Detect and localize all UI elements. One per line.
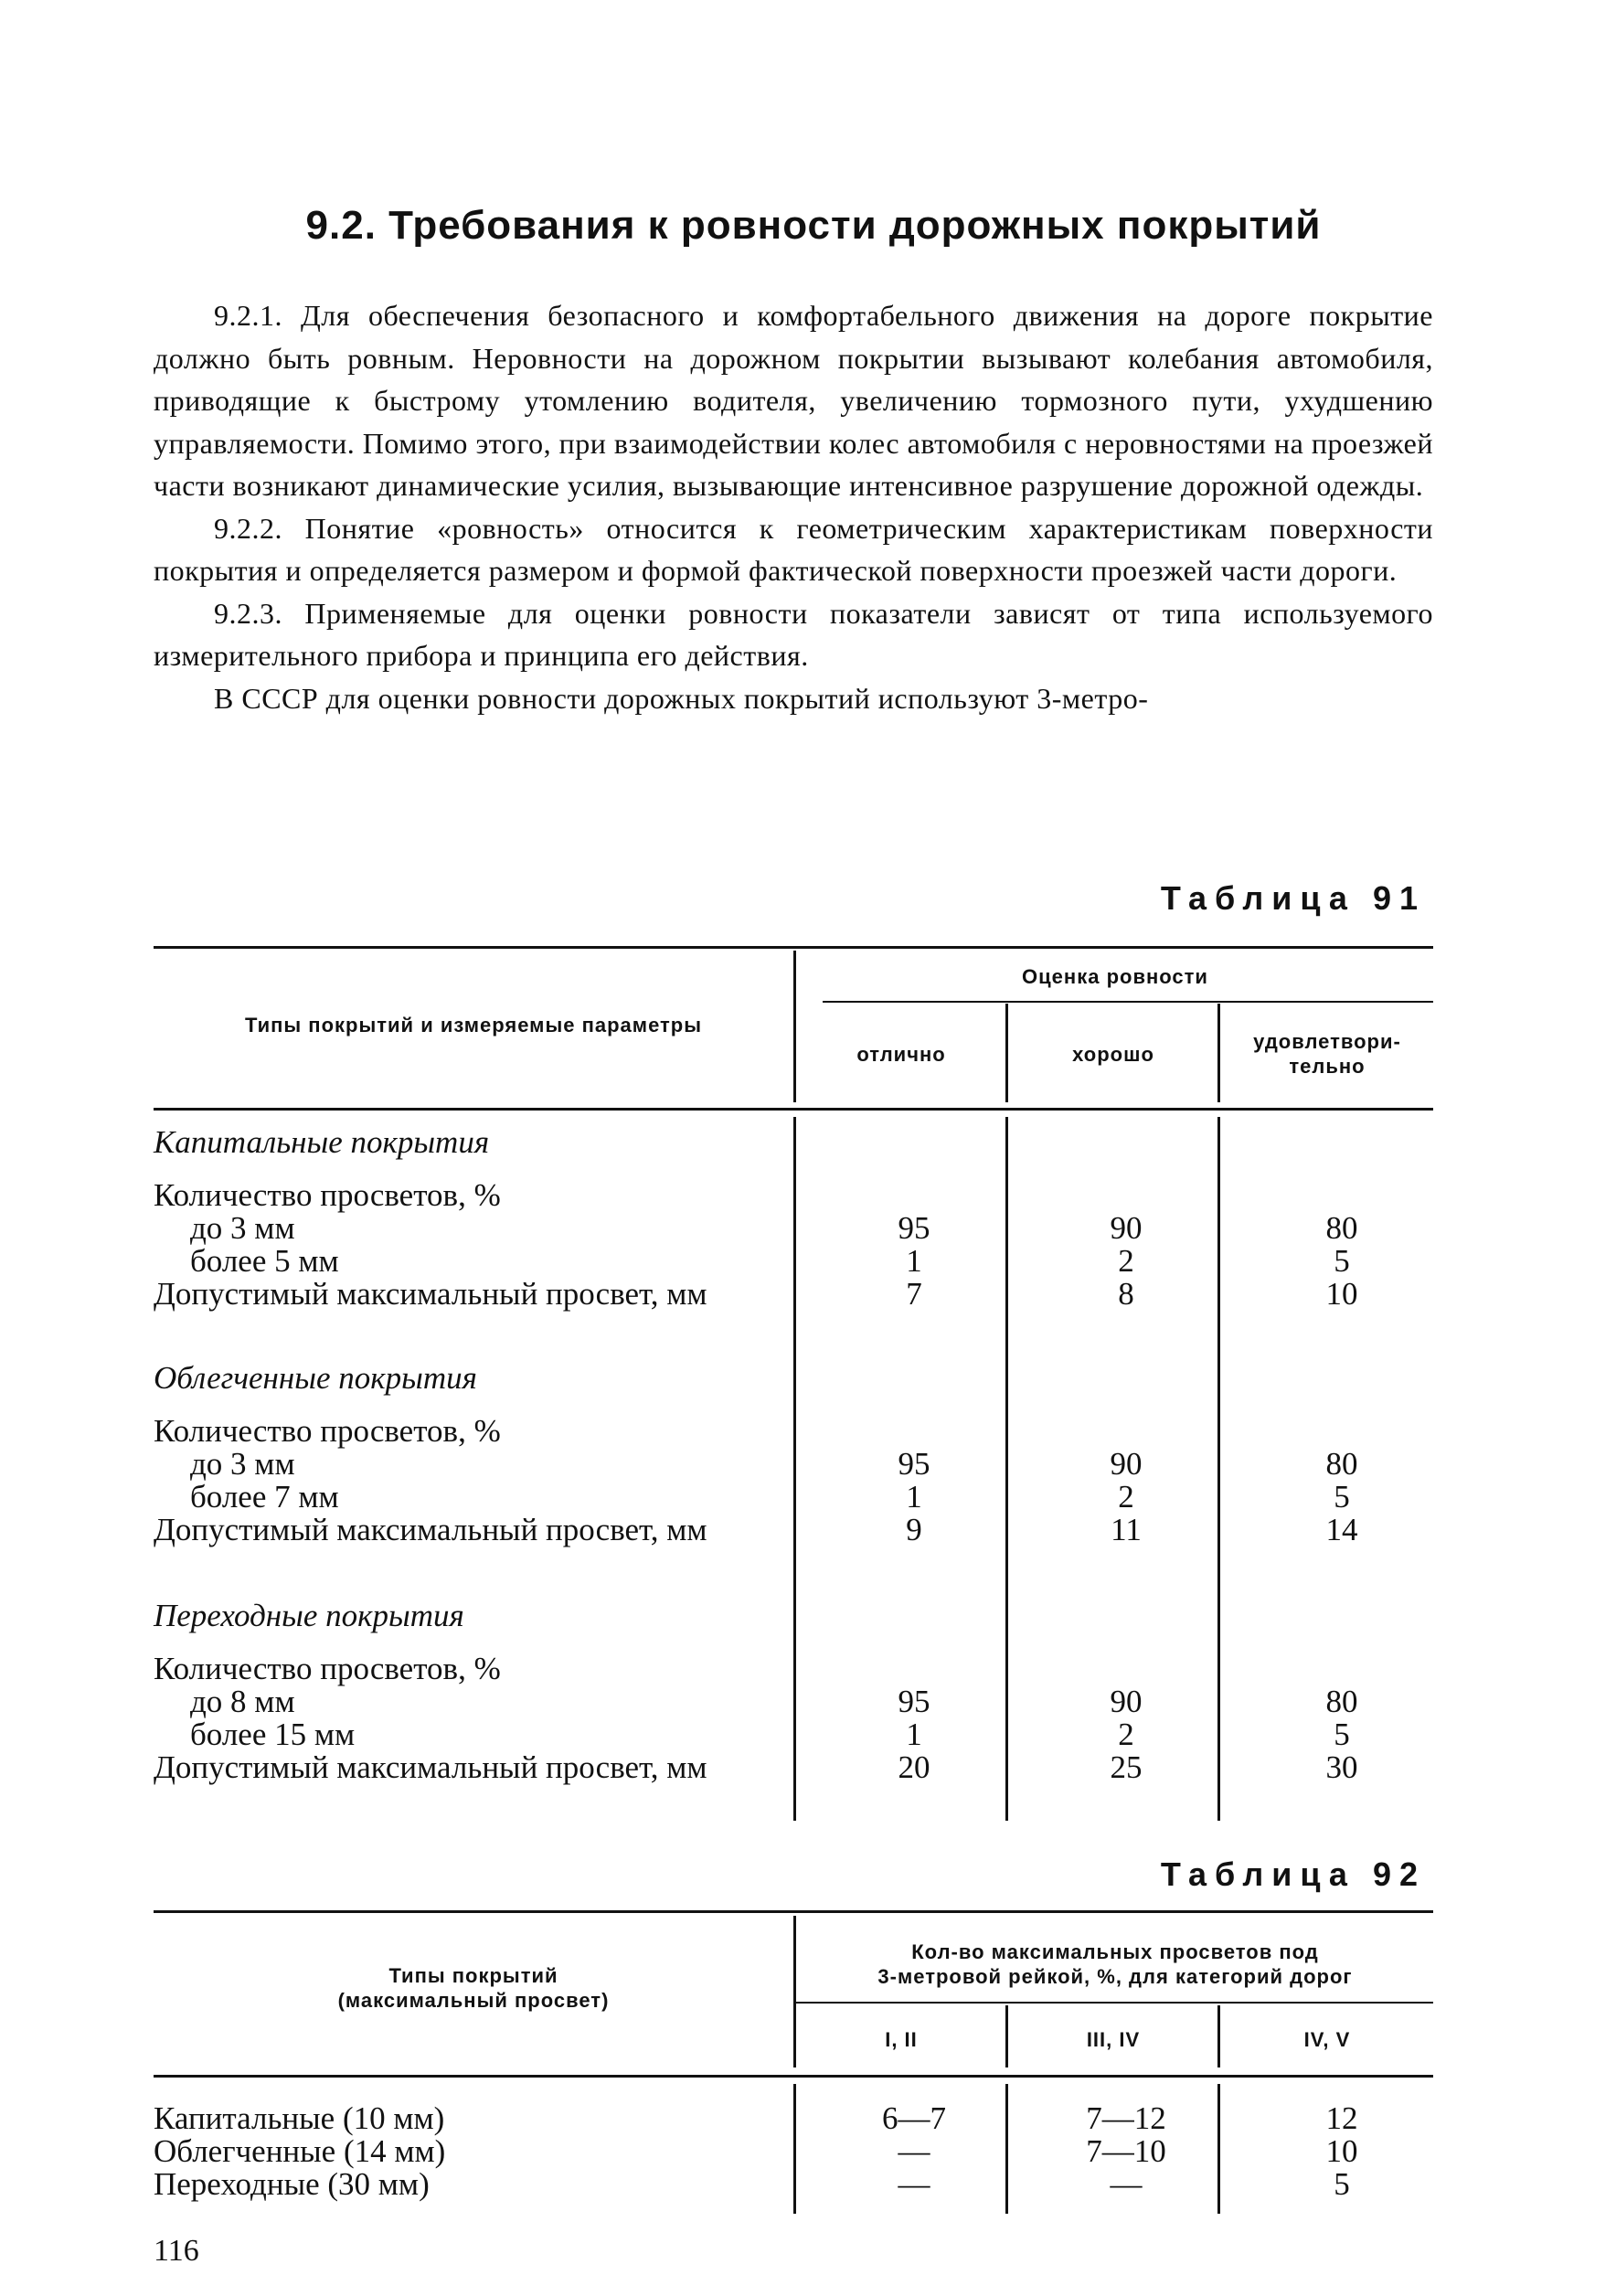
table-91-cell: 30 — [1325, 1749, 1358, 1785]
table-91-group-rule — [823, 1001, 1433, 1003]
table-92-vline-3-head — [1217, 2005, 1220, 2067]
table-91-cell: 90 — [1110, 1446, 1143, 1482]
table-92-cell: — — [1110, 2166, 1143, 2202]
paragraph-ussr: В СССР для оценки ровности дорожных покрытий используют 3-метро- — [214, 681, 1149, 715]
table-92-subheader: III, IV — [1086, 2028, 1141, 2051]
table-92-cell: 10 — [1325, 2133, 1358, 2169]
table-92-vline-1-head — [793, 1916, 796, 2067]
table-92-cell: 7—12 — [1086, 2100, 1166, 2136]
table-91-cell: 95 — [898, 1446, 930, 1482]
table-92-col-header-line: (максимальный просвет) — [337, 1989, 610, 2012]
page-number: 116 — [154, 2234, 199, 2268]
table-91-count-label: Количество просветов, % — [154, 1651, 501, 1686]
table-91-cell: 14 — [1325, 1512, 1358, 1547]
table-92-cell: 12 — [1325, 2100, 1358, 2136]
table-91-subheader-satisfactory: удовлетвори-тельно — [1253, 1030, 1401, 1078]
table-91-vline-3-head — [1217, 1004, 1220, 1102]
table-91-cell: 90 — [1110, 1210, 1143, 1246]
table-92-group-header-line: Кол-во максимальных просветов под — [911, 1940, 1319, 1963]
table-92-vline-1-body — [793, 2084, 796, 2214]
table-91-row-label: более 7 мм — [190, 1479, 339, 1515]
table-92-header-rule — [154, 2075, 1433, 2078]
table-91-cell: 5 — [1334, 1479, 1350, 1515]
table-92-vline-3-body — [1217, 2084, 1220, 2214]
table-91-cell: 2 — [1118, 1243, 1134, 1279]
table-91-section-title: Переходные покрытия — [154, 1598, 464, 1633]
paragraph-9-2-1: 9.2.1. Для обеспечения безопасного и комфортабельного движения на дороге покрытие должно быть ровным. Неровности на дорожном покрытии вызывают колебания автомобиля, приводящие к быстрому утомлению водителя, увеличению тормозного пути, ухудшению управляемости. Помимо этого, при взаимодействии колес автомобиля с неровностями на проезжей части возникают динамические усилия, вызывающие интенсивное разрушение дорожной одежды. — [154, 299, 1433, 502]
table-91-vline-2-head — [1005, 1004, 1008, 1102]
table-92-cell: 6—7 — [882, 2100, 946, 2136]
table-91-section-title: Капитальные покрытия — [154, 1124, 490, 1160]
table-92-cell: — — [898, 2133, 930, 2169]
paragraph-9-2-3: 9.2.3. Применяемые для оценки ровности показатели зависят от типа используемого измерительного прибора и принципа его действия. — [154, 596, 1433, 672]
table-92-row-label: Переходные (30 мм) — [154, 2166, 430, 2202]
table-92-cell: 5 — [1334, 2166, 1350, 2202]
table-91-cell: 2 — [1118, 1479, 1134, 1515]
table-92-group-header-line: 3-метровой рейкой, %, для категорий дорог — [877, 1965, 1353, 1988]
table-91-cell: 9 — [906, 1512, 922, 1547]
table-91-vline-1-body — [793, 1117, 796, 1821]
table-91-cell: 25 — [1110, 1749, 1143, 1785]
table-91-cell: 1 — [906, 1479, 922, 1515]
table-91-row-label: Допустимый максимальный просвет, мм — [154, 1276, 707, 1312]
table-91-vline-1-head — [793, 951, 796, 1102]
table-91-cell: 1 — [906, 1717, 922, 1752]
section-heading: 9.2. Требования к ровности дорожных покрытий — [305, 203, 1322, 248]
table-91-cell: 1 — [906, 1243, 922, 1279]
table-92-caption: Таблица 92 — [1160, 1855, 1426, 1893]
table-91-vline-2-body — [1005, 1117, 1008, 1821]
table-92-group-header — [797, 1940, 1433, 1989]
table-91-cell: 80 — [1325, 1684, 1358, 1719]
paragraph-9-2-2: 9.2.2. Понятие «ровность» относится к геометрическим характеристикам поверхности покрытия и определяется размером и формой фактической поверхности проезжей части дороги. — [154, 511, 1433, 587]
table-91-row-label: до 3 мм — [190, 1210, 295, 1246]
table-91-group-header: Оценка ровности — [1022, 965, 1208, 988]
table-92-cell: 7—10 — [1086, 2133, 1166, 2169]
table-91-cell: 2 — [1118, 1717, 1134, 1752]
table-91-cell: 95 — [898, 1210, 930, 1246]
table-91-cell: 5 — [1334, 1243, 1350, 1279]
table-92-row-label: Капитальные (10 мм) — [154, 2100, 445, 2136]
table-92-vline-2-head — [1005, 2005, 1008, 2067]
table-92-subheader: IV, V — [1303, 2028, 1351, 2051]
table-91-cell: 95 — [898, 1684, 930, 1719]
table-91-top-rule — [154, 946, 1433, 949]
table-91-caption: Таблица 91 — [1160, 879, 1426, 917]
table-91-subheader-excellent: отлично — [856, 1043, 946, 1066]
table-91-cell: 11 — [1111, 1512, 1142, 1547]
table-91-cell: 90 — [1110, 1684, 1143, 1719]
table-91-row-label: до 3 мм — [190, 1446, 295, 1482]
table-92-cell: — — [898, 2166, 930, 2202]
table-91-header-rule — [154, 1108, 1433, 1111]
table-92-subheader: I, II — [885, 2028, 918, 2051]
table-91-cell: 10 — [1325, 1276, 1358, 1312]
table-92-col-header — [154, 1963, 793, 2013]
table-91-row-label: до 8 мм — [190, 1684, 295, 1719]
table-91-vline-3-body — [1217, 1117, 1220, 1821]
table-91-cell: 7 — [906, 1276, 922, 1312]
table-92-group-rule — [793, 2002, 1433, 2004]
table-91-row-label: более 5 мм — [190, 1243, 339, 1279]
table-92-col-header-line: Типы покрытий — [388, 1964, 558, 1987]
table-91-cell: 80 — [1325, 1210, 1358, 1246]
table-92-row-label: Облегченные (14 мм) — [154, 2133, 446, 2169]
table-91-section-title: Облегченные покрытия — [154, 1360, 477, 1396]
table-91-row-label: Допустимый максимальный просвет, мм — [154, 1512, 707, 1547]
table-91-cell: 20 — [898, 1749, 930, 1785]
table-91-subheader-good: хорошо — [1072, 1043, 1154, 1066]
table-91-count-label: Количество просветов, % — [154, 1177, 501, 1213]
table-91-cell: 5 — [1334, 1717, 1350, 1752]
table-92-vline-2-body — [1005, 2084, 1008, 2214]
body-text — [154, 294, 1433, 719]
table-91-count-label: Количество просветов, % — [154, 1413, 501, 1449]
table-91-cell: 80 — [1325, 1446, 1358, 1482]
table-91-row-label: Допустимый максимальный просвет, мм — [154, 1749, 707, 1785]
table-91-row-label: более 15 мм — [190, 1717, 356, 1752]
table-92-top-rule — [154, 1910, 1433, 1913]
table-91-cell: 8 — [1118, 1276, 1134, 1312]
table-91-col-header: Типы покрытий и измеряемые параметры — [244, 1014, 703, 1036]
